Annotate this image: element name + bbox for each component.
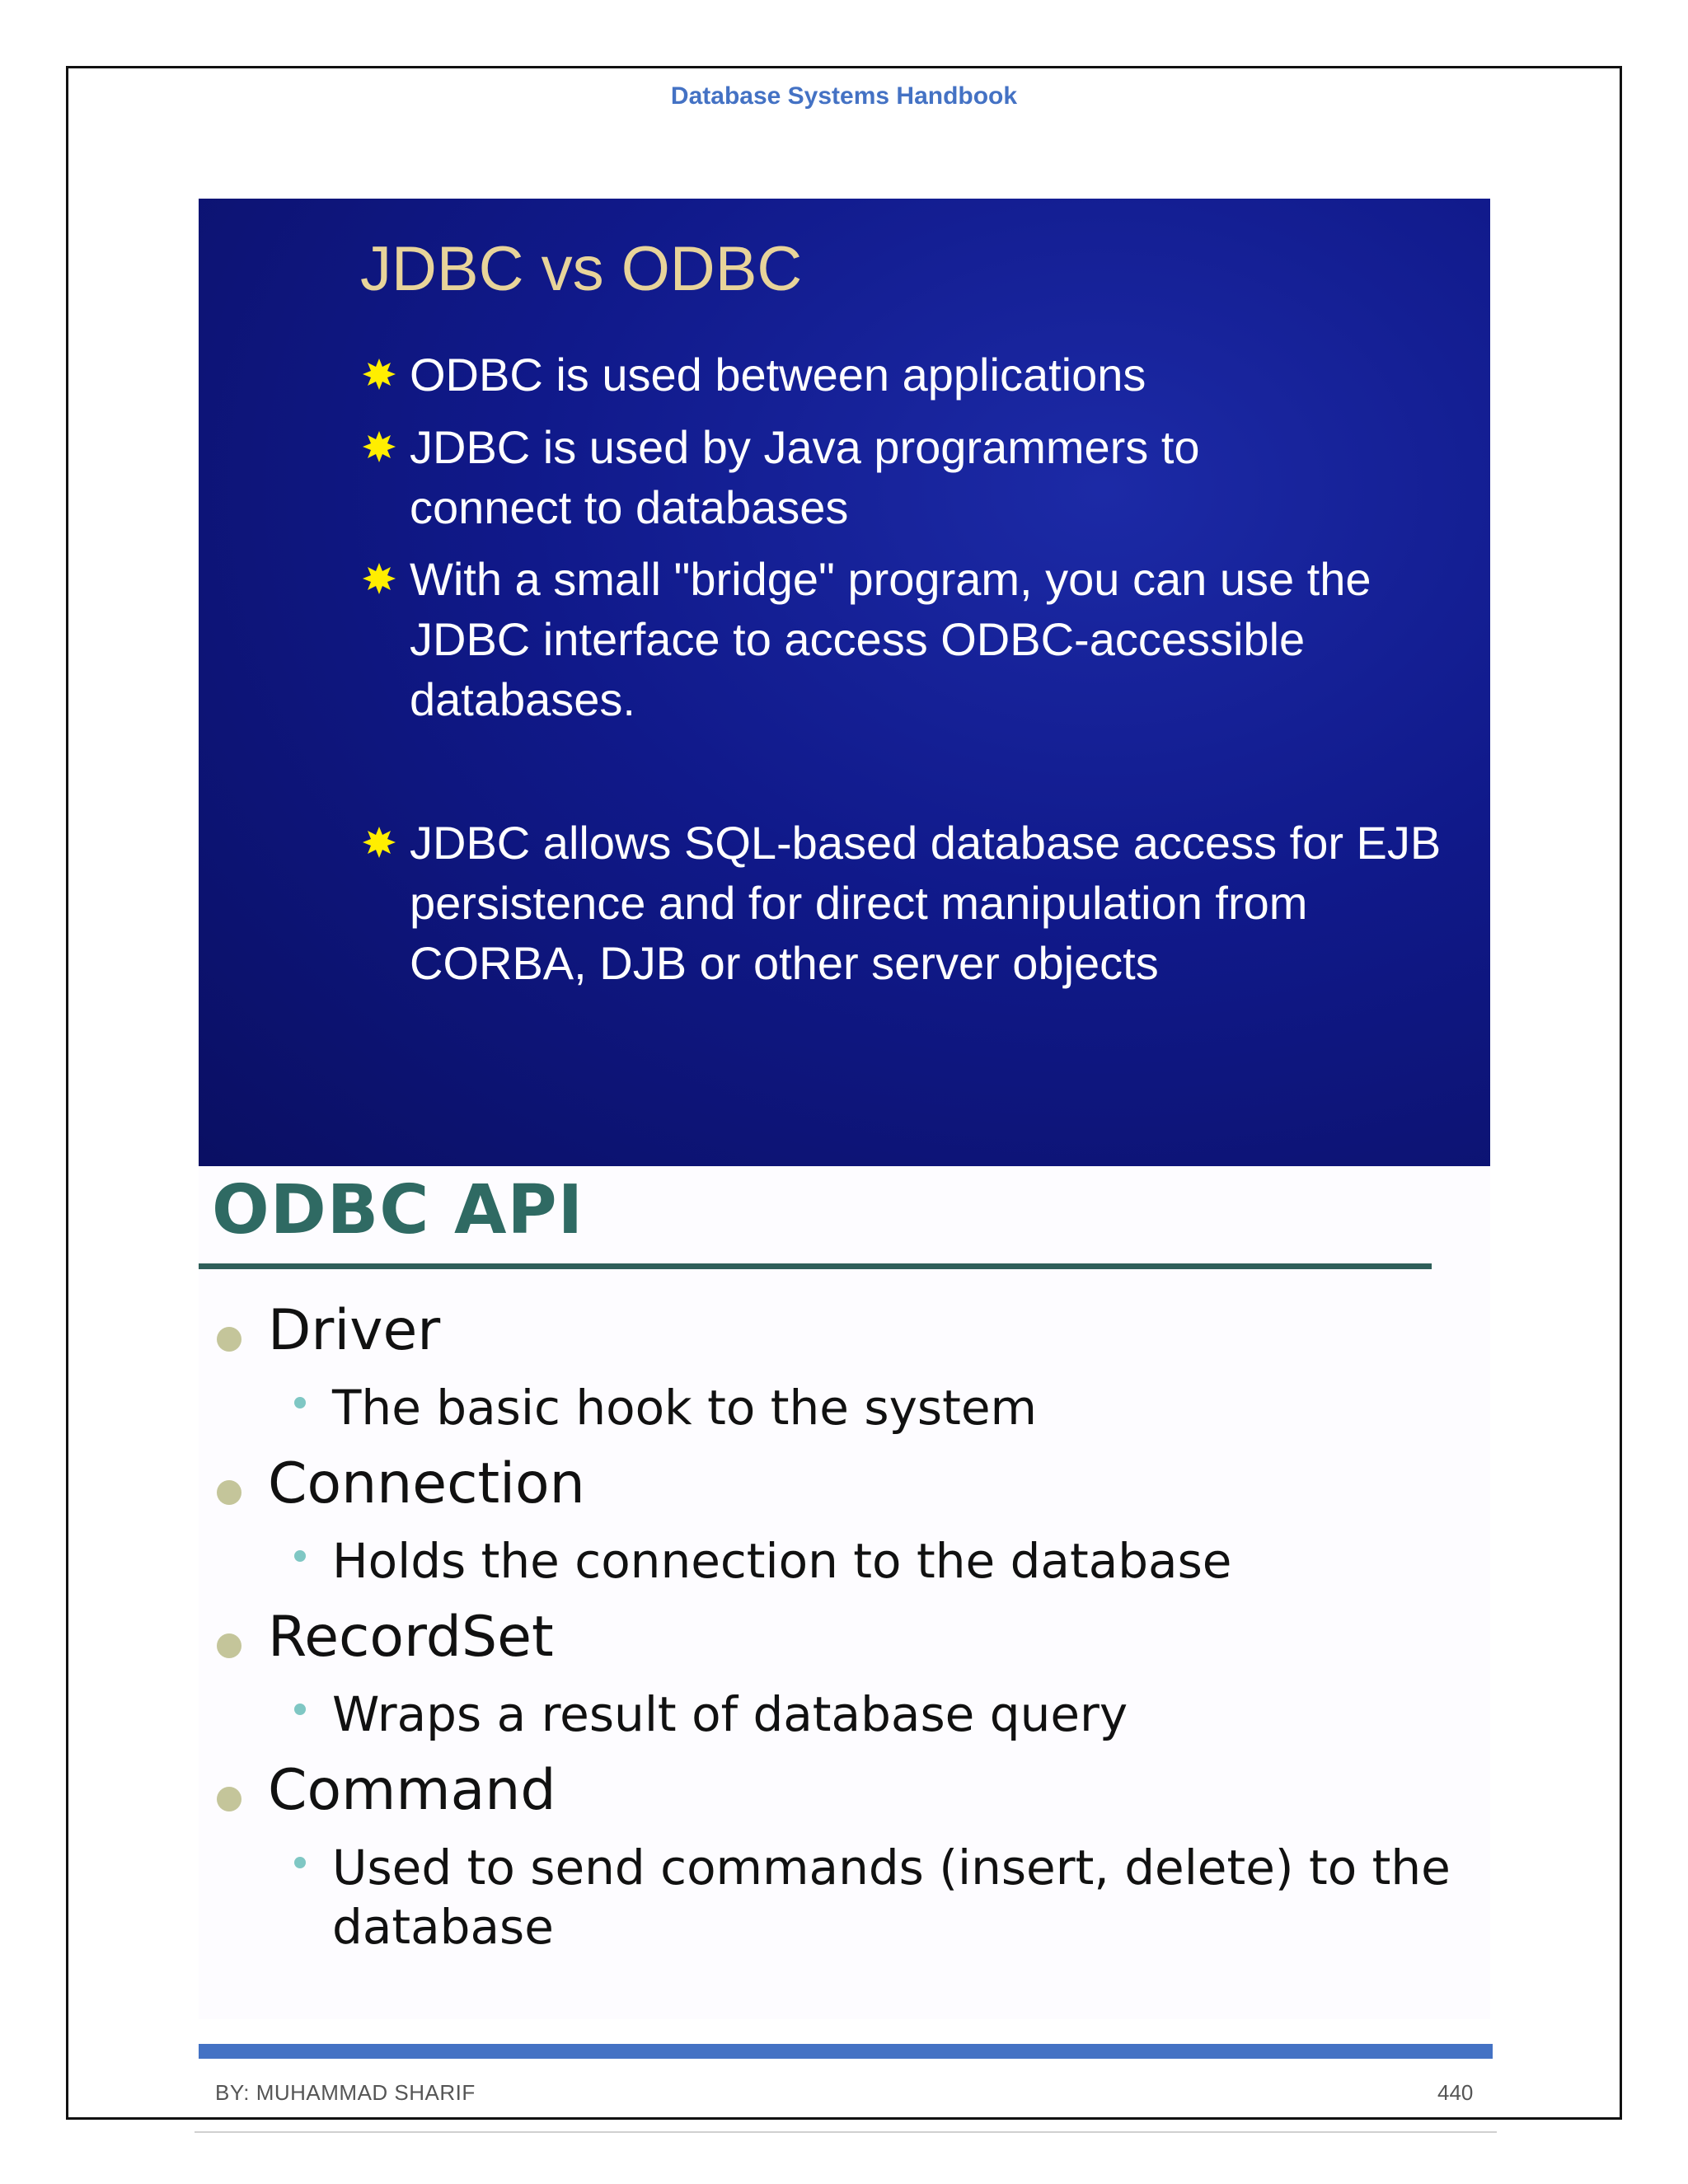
starburst-bullet-icon xyxy=(360,428,398,466)
bullet-dot-icon xyxy=(217,1787,241,1811)
api-item-label: Connection xyxy=(268,1451,585,1516)
slide-bullet xyxy=(360,344,1432,405)
bottom-divider xyxy=(195,2131,1497,2133)
bullet-dot-icon xyxy=(217,1633,241,1658)
bullet-text: With a small "bridge" program, you can use the JDBC interface to access ODBC-accessible databases. xyxy=(410,553,1372,725)
starburst-bullet-icon xyxy=(360,823,398,861)
bullet-text: JDBC allows SQL-based database access for EJB persistence and for direct manipulation from CORBA, DJB or other server objects xyxy=(410,817,1442,989)
slide-bullet xyxy=(360,417,1349,537)
api-item-label: Command xyxy=(268,1758,556,1823)
starburst-bullet-icon xyxy=(360,355,398,393)
bullet-text: ODBC is used between applications xyxy=(410,349,1146,401)
header-title: Database Systems Handbook xyxy=(670,82,1018,110)
slide-title: ODBC API xyxy=(212,1171,584,1249)
api-item-detail: Holds the connection to the database xyxy=(332,1533,1232,1589)
sub-bullet-dot-icon xyxy=(294,1550,306,1562)
jdbc-vs-odbc-slide xyxy=(199,199,1490,1166)
sub-bullet-dot-icon xyxy=(294,1704,306,1715)
bullet-dot-icon xyxy=(217,1480,241,1505)
api-item-detail: Wraps a result of database query xyxy=(332,1686,1128,1742)
footer-bar xyxy=(199,2044,1493,2059)
api-item-detail: The basic hook to the system xyxy=(332,1380,1038,1436)
footer-author: BY: MUHAMMAD SHARIF xyxy=(215,2080,476,2105)
sub-bullet-dot-icon xyxy=(294,1857,306,1868)
bullet-text: JDBC is used by Java programmers to connect to databases xyxy=(410,421,1200,533)
api-item-label: Driver xyxy=(268,1298,441,1363)
slide-bullet xyxy=(360,813,1465,993)
title-divider xyxy=(199,1263,1432,1269)
odbc-api-slide xyxy=(199,1166,1490,2019)
bullet-dot-icon xyxy=(217,1327,241,1352)
sub-bullet-dot-icon xyxy=(294,1397,306,1408)
page-number: 440 xyxy=(1437,2080,1474,2105)
api-item-label: RecordSet xyxy=(268,1605,554,1670)
api-item-detail: Used to send commands (insert, delete) to the database xyxy=(332,1840,1451,1955)
slide-title: JDBC vs ODBC xyxy=(360,234,803,304)
starburst-bullet-icon xyxy=(360,560,398,598)
slide-bullet xyxy=(360,549,1415,729)
